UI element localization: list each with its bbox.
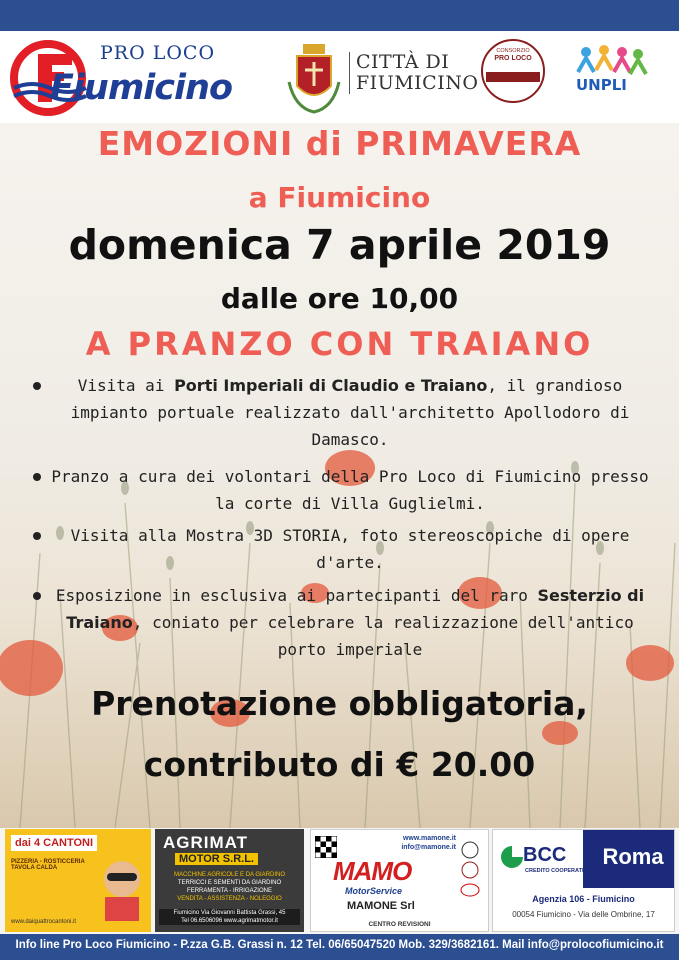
bullet-4 xyxy=(33,592,41,600)
bcc-sub: CREDITO COOPERATIVO xyxy=(525,868,592,874)
mamone-web xyxy=(401,834,456,852)
car-brand-logos-icon xyxy=(458,840,482,900)
consorzio-line4: DI ROMA xyxy=(501,75,525,81)
consorzio-text xyxy=(480,48,546,82)
mamone-service: MotorService xyxy=(345,886,403,896)
bullet-2 xyxy=(33,473,41,481)
activity-1 xyxy=(50,372,650,453)
event-headline: A PRANZO CON TRAIANO xyxy=(85,325,594,363)
sponsor-agrimat-motor xyxy=(155,829,304,932)
agrimat-services xyxy=(159,871,300,903)
agrimat-line3: FERRAMENTA - IRRIGAZIONE xyxy=(187,888,272,894)
coat-of-arms-icon xyxy=(285,42,341,114)
agrimat-contact-block xyxy=(159,909,300,925)
consorzio-line3: ANTICHE VIE xyxy=(495,66,531,72)
consorzio-line1: CONSORZIO xyxy=(496,48,530,54)
footer-contact-info: Info line Pro Loco Fiumicino - P.zza G.B. Grassi n. 12 Tel. 06/65047520 Mob. 329/3682161. Mail info@prolocofiumicino.it xyxy=(15,939,664,951)
checkered-flag-icon xyxy=(315,836,337,858)
mamone-site: www.mamone.it xyxy=(402,835,456,842)
citta-di-fiumicino-logo xyxy=(285,40,479,115)
cantoni-site: www.daiquattrocantoni.it xyxy=(11,919,77,925)
agrimat-address: Fiumicino Via Giovanni Battista Grassi, 45 xyxy=(173,910,286,916)
sponsor-mamone-motorservice xyxy=(310,829,489,932)
bcc-address: 00054 Fiumicino - Via delle Ombrine, 17 xyxy=(512,910,655,919)
event-subtitle: a Fiumicino xyxy=(248,181,431,214)
mamone-name: MAMONE Srl xyxy=(347,900,415,912)
agrimat-name: AGRIMAT xyxy=(163,833,249,852)
consorzio-line2: PRO LOCO xyxy=(494,55,532,62)
agrimat-line1: MACCHINE AGRICOLE E DA GIARDINO xyxy=(173,872,286,878)
agrimat-contact: Tel 06.6506096 www.agrimatmotor.it xyxy=(181,918,278,924)
activity-1-pre: Visita ai xyxy=(77,376,175,395)
consorzio-antiche-vie-logo xyxy=(480,38,546,104)
agrimat-motor: MOTOR S.R.L. xyxy=(175,853,258,865)
mamone-email: info@mamone.it xyxy=(401,844,456,851)
unpli-logo xyxy=(572,42,650,102)
top-bar xyxy=(0,0,679,31)
child-photo-icon xyxy=(97,851,147,921)
activity-1-bold: Porti Imperiali di Claudio e Traiano xyxy=(174,376,488,395)
proloco-name: Fiumicino xyxy=(50,68,232,108)
unpli-label: UNPLI xyxy=(576,76,627,94)
proloco-label: PRO LOCO xyxy=(100,42,216,64)
mamone-tag: CENTRO REVISIONI xyxy=(368,921,431,928)
sponsor-bcc-roma xyxy=(492,829,675,932)
bullet-3 xyxy=(33,532,41,540)
bcc-agency: Agenzia 106 - Fiumicino xyxy=(532,894,635,904)
activity-3: Visita alla Mostra 3D STORIA, foto stereoscopiche di opere d'arte. xyxy=(70,526,630,572)
agrimat-line4: VENDITA - ASSISTENZA - NOLEGGIO xyxy=(177,896,282,902)
unpli-figures-icon xyxy=(572,42,650,78)
bcc-logo-icon xyxy=(499,844,525,870)
booking-required: Prenotazione obbligatoria, xyxy=(91,684,588,723)
event-date: domenica 7 aprile 2019 xyxy=(68,221,611,269)
activity-2: Pranzo a cura dei volontari della Pro Loco di Fiumicino presso la corte di Villa Guglielmi. xyxy=(51,467,649,513)
mamone-brand: MAMO xyxy=(333,856,412,886)
agrimat-line2: TERRICCI E SEMENTI DA GIARDINO xyxy=(177,880,282,886)
event-title: EMOZIONI di PRIMAVERA xyxy=(97,124,582,163)
citta-di-fiumicino-text xyxy=(349,52,478,94)
bcc-logo-text: BCC xyxy=(523,844,567,866)
activity-4 xyxy=(50,582,650,663)
bullet-1 xyxy=(33,382,41,390)
event-time: dalle ore 10,00 xyxy=(220,282,459,315)
citta-line2: FIUMICINO xyxy=(356,72,479,94)
activity-1-post: , il grandioso impianto portuale realizzato dall'architetto Apollodoro di Damasco. xyxy=(70,376,630,449)
activity-4-pre: Esposizione in esclusiva ai partecipanti del raro xyxy=(55,586,538,605)
proloco-fiumicino-logo xyxy=(10,40,265,118)
bcc-city: Roma xyxy=(602,844,664,869)
activity-4-post: , coniato per celebrare la realizzazione dell'antico porto imperiale xyxy=(132,613,634,659)
citta-line1: CITTÀ DI xyxy=(356,51,450,73)
activity-4-bold: Sesterzio di Traiano xyxy=(66,586,645,632)
sponsor-dai-4-cantoni xyxy=(5,829,151,932)
cantoni-sub: PIZZERIA - ROSTICCERIA TAVOLA CALDA xyxy=(11,859,85,871)
booking-contribution: contributo di € 20.00 xyxy=(143,745,536,784)
cantoni-name: dai 4 CANTONI xyxy=(11,835,97,851)
